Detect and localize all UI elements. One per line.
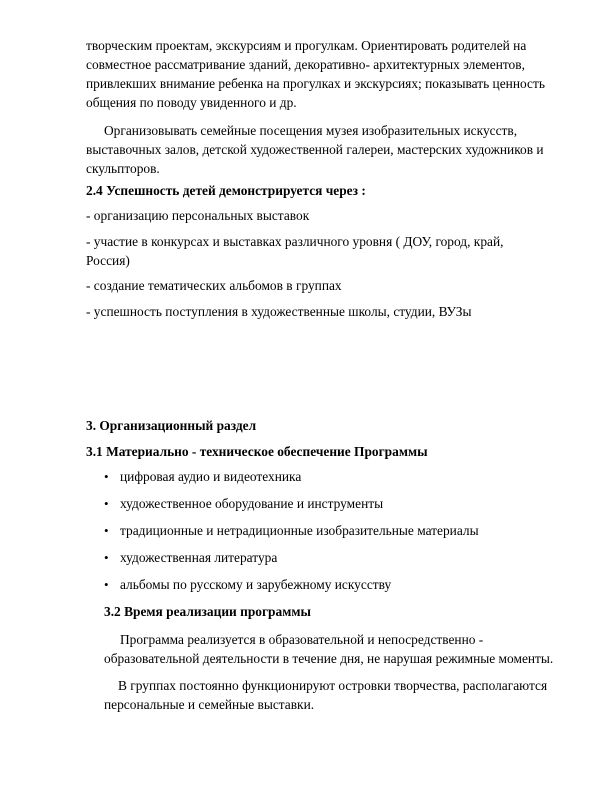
bullet-icon: •	[104, 469, 109, 484]
list-item: - успешность поступления в художественные школы, студии, ВУЗы	[86, 304, 472, 319]
list-item: - создание тематических альбомов в группах	[86, 278, 342, 293]
bullet-icon: •	[104, 550, 109, 565]
section-heading: 3. Организационный раздел	[86, 418, 257, 433]
paragraph-line: совместное рассматривание зданий, декоративно- архитектурных элементов,	[86, 57, 525, 72]
bullet-icon: •	[104, 577, 109, 592]
bullet-icon: •	[104, 496, 109, 511]
paragraph-line: образовательной деятельности в течение дня, не нарушая режимные моменты.	[104, 651, 554, 666]
paragraph-line: общения по поводу увиденного и др.	[86, 95, 297, 110]
bullet-icon: •	[104, 523, 109, 538]
paragraph-line: Организовывать семейные посещения музея изобразительных искусств,	[104, 123, 518, 138]
paragraph-line: творческим проектам, экскурсиям и прогулкам. Ориентировать родителей на	[86, 38, 527, 53]
paragraph-line: В группах постоянно функционируют островки творчества, располагаются	[118, 678, 548, 693]
paragraph-line: персональные и семейные выставки.	[104, 697, 315, 712]
paragraph-line: скульпторов.	[86, 161, 160, 176]
list-item: традиционные и нетрадиционные изобразительные материалы	[120, 523, 479, 538]
list-item: альбомы по русскому и зарубежному искусству	[120, 577, 392, 592]
list-item: - участие в конкурсах и выставках различного уровня ( ДОУ, город, край,	[86, 234, 504, 249]
paragraph-line: выставочных залов, детской художественной галереи, мастерских художников и	[86, 142, 544, 157]
list-item: цифровая аудио и видеотехника	[120, 469, 302, 484]
list-item: художественное оборудование и инструменты	[120, 496, 384, 511]
section-heading: 2.4 Успешность детей демонстрируется через :	[86, 183, 366, 198]
list-item: художественная литература	[120, 550, 278, 565]
list-item: Россия)	[86, 253, 130, 268]
section-heading: 3.2 Время реализации программы	[104, 604, 311, 619]
paragraph-line: привлекших внимание ребенка на прогулках и экскурсиях; показывать ценность	[86, 76, 545, 91]
paragraph-line: Программа реализуется в образовательной и непосредственно -	[120, 632, 484, 647]
section-heading: 3.1 Материально - техническое обеспечение Программы	[86, 444, 428, 459]
list-item: - организацию персональных выставок	[86, 208, 310, 223]
